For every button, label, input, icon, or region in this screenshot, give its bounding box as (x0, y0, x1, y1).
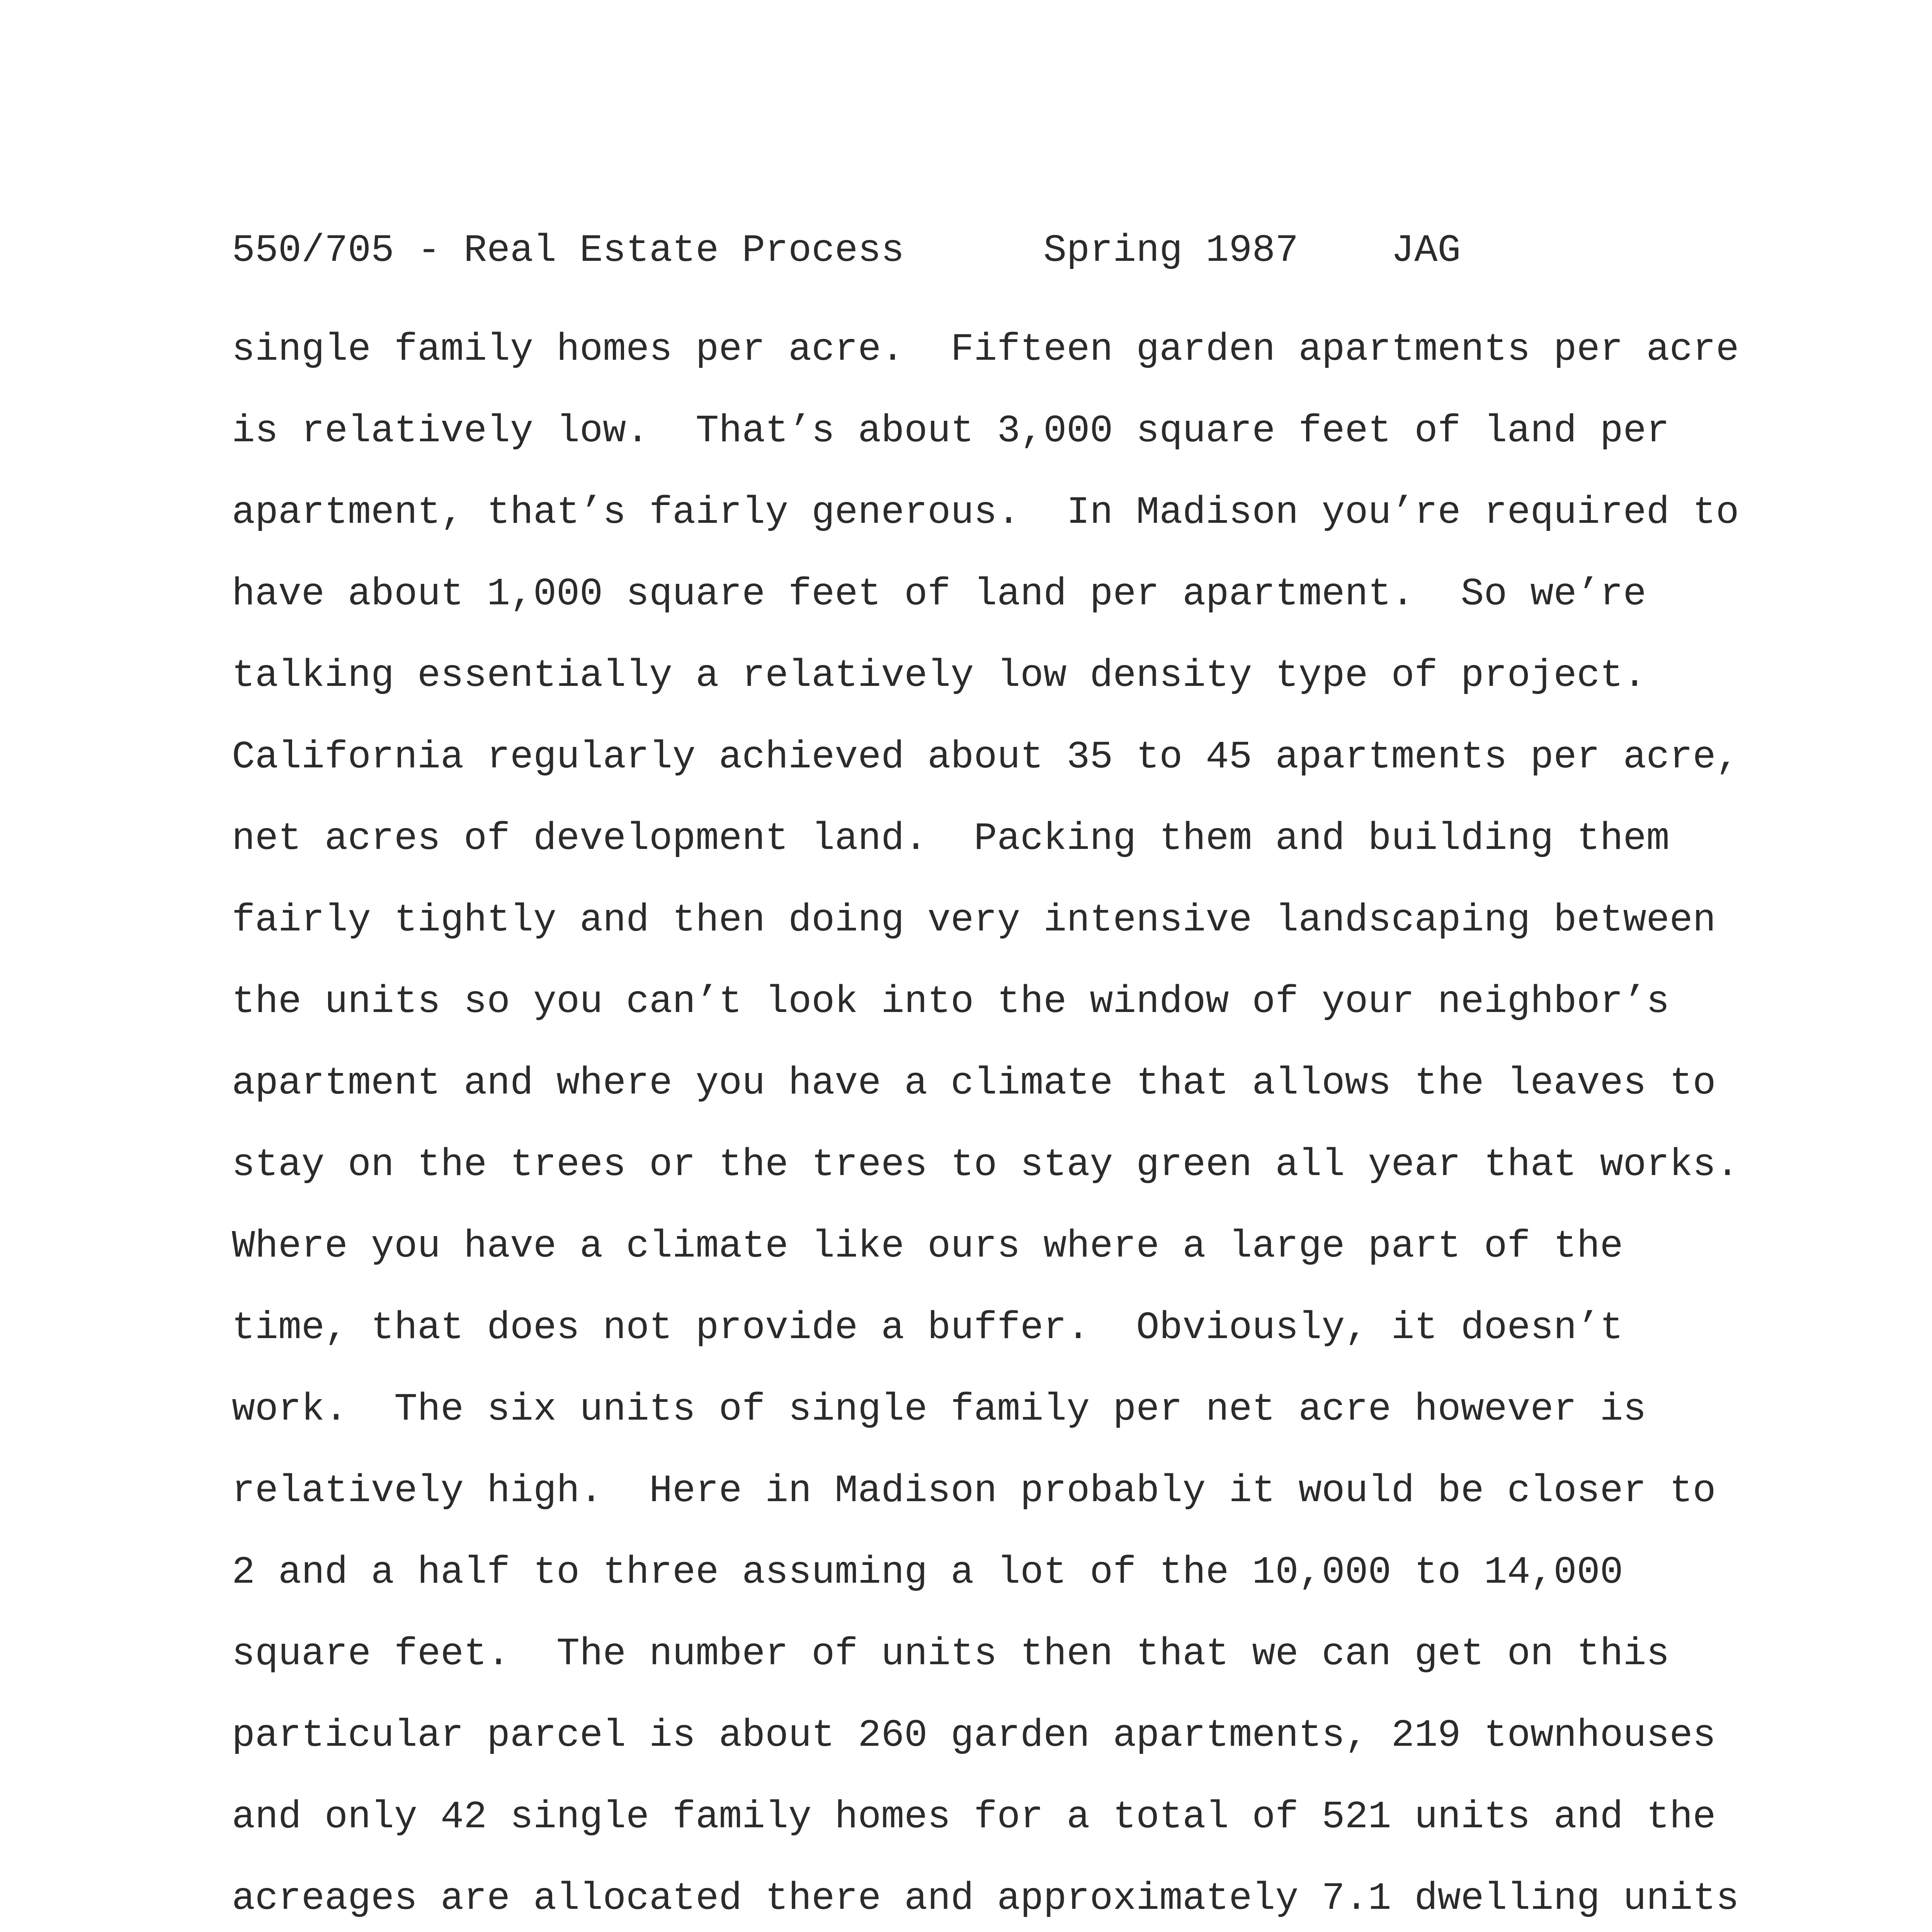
body-text (232, 309, 1758, 1932)
text-line: the units so you can’t look into the window of your neighbor’s (232, 980, 1670, 1024)
text-line: relatively high. Here in Madison probably it would be closer to (232, 1469, 1716, 1513)
page-header (232, 228, 1461, 274)
author-initials: JAG (1391, 229, 1461, 273)
text-line: Where you have a climate like ours where a large part of the (232, 1225, 1623, 1269)
text-line: have about 1,000 square feet of land per apartment. So we’re (232, 573, 1646, 616)
text-line: apartment and where you have a climate that allows the leaves to (232, 1062, 1716, 1105)
text-line: time, that does not provide a buffer. Obviously, it doesn’t (232, 1306, 1623, 1350)
term-label: Spring 1987 (1043, 229, 1299, 273)
text-line: particular parcel is about 260 garden apartments, 219 townhouses (232, 1714, 1716, 1758)
text-line: apartment, that’s fairly generous. In Madison you’re required to (232, 491, 1739, 535)
text-line: 2 and a half to three assuming a lot of the 10,000 to 14,000 (232, 1551, 1623, 1595)
text-line: stay on the trees or the trees to stay green all year that works. (232, 1143, 1739, 1187)
text-line: square feet. The number of units then that we can get on this (232, 1633, 1670, 1676)
text-line: and only 42 single family homes for a total of 521 units and the (232, 1796, 1716, 1839)
course-title: 550/705 - Real Estate Process (232, 229, 905, 273)
text-line: is relatively low. That’s about 3,000 square feet of land per (232, 410, 1670, 453)
text-line: acreages are allocated there and approximately 7.1 dwelling units (232, 1877, 1739, 1921)
text-line: California regularly achieved about 35 to 45 apartments per acre, (232, 736, 1739, 779)
text-line: work. The six units of single family per net acre however is (232, 1388, 1646, 1432)
text-line: talking essentially a relatively low density type of project. (232, 654, 1646, 698)
text-line: net acres of development land. Packing them and building them (232, 817, 1670, 861)
text-line: fairly tightly and then doing very intensive landscaping between (232, 899, 1716, 942)
text-line: single family homes per acre. Fifteen garden apartments per acre (232, 328, 1739, 372)
